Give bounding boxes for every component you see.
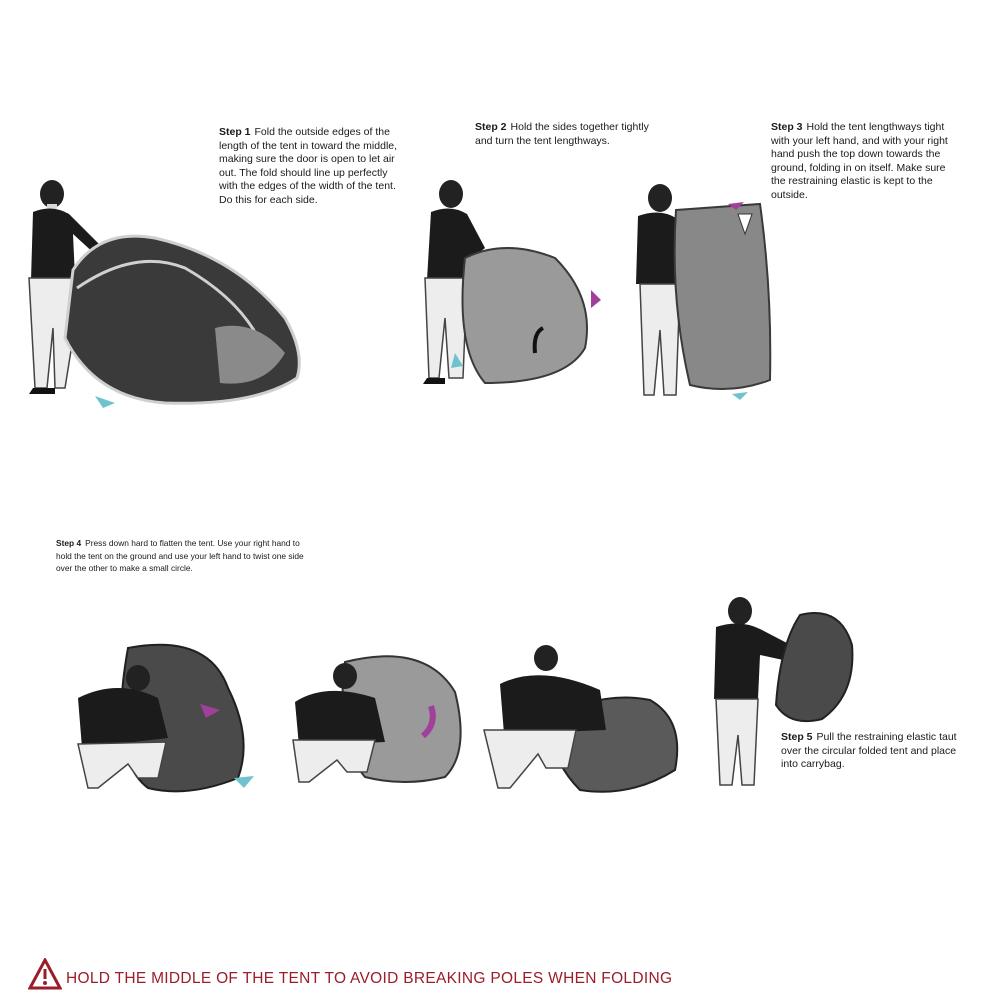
- warning-triangle-icon: [28, 958, 62, 990]
- step-5-illustration: [710, 595, 860, 790]
- warning-banner: [28, 958, 968, 998]
- step-1-illustration: [15, 178, 315, 413]
- step-5-label: Step 5: [781, 731, 813, 743]
- step-2-label: Step 2: [475, 121, 507, 133]
- step-3-label: Step 3: [771, 121, 803, 133]
- step-2-text: [475, 121, 650, 148]
- magenta-arrow-marker: [591, 290, 601, 308]
- step-4-text: [56, 537, 306, 575]
- carrybag-tent-shape: [776, 613, 852, 721]
- step-4b-illustration: [285, 652, 470, 792]
- step-3-description: Hold the tent lengthways tight with your left hand, and with your right hand push the top down towards the ground, folding in on itself. Make sure the restraining elastic is kept to the outside.: [771, 121, 948, 201]
- cyan-arrow-marker: [95, 396, 115, 408]
- step-2-illustration: [405, 178, 605, 393]
- warning-text: HOLD THE MIDDLE OF THE TENT TO AVOID BREAKING POLES WHEN FOLDING: [66, 970, 673, 987]
- step-5-description: Pull the restraining elastic taut over the circular folded tent and place into carrybag.: [781, 731, 957, 771]
- step-4c-illustration: [480, 640, 685, 800]
- step-1-description: Fold the outside edges of the length of the tent in toward the middle, making sure the door is open to let air out. The fold should line up perfectly with the edges of the width of the tent. Do this for each side.: [219, 126, 398, 206]
- folded-tent-shape: [463, 248, 588, 383]
- step-4-description: Press down hard to flatten the tent. Use your right hand to hold the tent on the ground and use your left hand to twist one side over the other to make a small circle.: [56, 538, 304, 573]
- step-2-description: Hold the sides together tightly and turn the tent lengthways.: [475, 121, 649, 147]
- step-3-text: [771, 121, 961, 203]
- step-1-label: Step 1: [219, 126, 251, 138]
- cyan-arrow-marker: [234, 776, 254, 788]
- step-4a-illustration: [68, 638, 263, 798]
- dome-tent-shape: [65, 236, 299, 403]
- cyan-arrow-marker: [732, 392, 748, 400]
- step-4-label: Step 4: [56, 538, 82, 548]
- step-3-illustration: [630, 180, 790, 410]
- upright-tent-shape: [675, 204, 771, 389]
